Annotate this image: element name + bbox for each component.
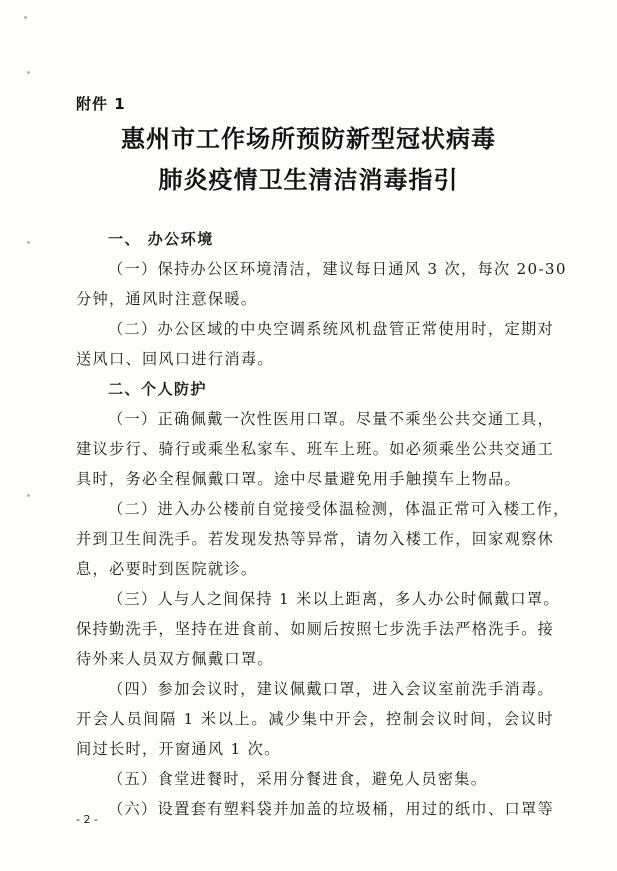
scan-speck: [27, 241, 30, 244]
paragraph-line: （一）正确佩戴一次性医用口罩。尽量不乘坐公共交通工具，: [108, 410, 554, 428]
paragraph-line: （六）设置套有塑料袋并加盖的垃圾桶，用过的纸巾、口罩等: [108, 800, 554, 818]
scan-speck: [27, 494, 30, 497]
paragraph-line: 送风口、回风口进行消毒。: [76, 350, 274, 368]
paragraph-line: （二）进入办公楼前自觉接受体温检测，体温正常可入楼工作，: [108, 500, 570, 518]
paragraph-line: （二）办公区域的中央空调系统风机盘管正常使用时，定期对: [108, 320, 554, 338]
paragraph-line: 具时，务必全程佩戴口罩。途中尽量避免用手触摸车上物品。: [76, 470, 522, 488]
paragraph-line: 待外来人员双方佩戴口罩。: [76, 650, 274, 668]
paragraph-line: 开会人员间隔 1 米以上。减少集中开会，控制会议时间，会议时: [76, 710, 554, 728]
section-heading: 一、 办公环境: [108, 230, 214, 248]
paragraph-line: （三）人与人之间保持 1 米以上距离，多人办公时佩戴口罩。: [108, 590, 560, 608]
section-heading: 二、个人防护: [108, 380, 208, 398]
document-title-line-2: 肺炎疫情卫生清洁消毒指引: [158, 165, 459, 194]
paragraph-line: （一）保持办公区环境清洁，建议每日通风 3 次，每次 20-30: [108, 260, 567, 278]
paragraph-line: 保持勤洗手，坚持在进食前、如厕后按照七步洗手法严格洗手。接: [76, 620, 555, 638]
page-number: - 2 -: [76, 813, 98, 826]
paragraph-line: 建议步行、骑行或乘坐私家车、班车上班。如必须乘坐公共交通工: [76, 440, 555, 458]
document-title-line-1: 惠州市工作场所预防新型冠状病毒: [121, 124, 496, 153]
paragraph-line: 分钟，通风时注意保暖。: [76, 290, 258, 308]
paragraph-line: 间过长时，开窗通风 1 次。: [76, 740, 281, 758]
scan-speck: [24, 16, 27, 19]
paragraph-line: （四）参加会议时，建议佩戴口罩，进入会议室前洗手消毒。: [108, 680, 554, 698]
document-body: [76, 224, 570, 824]
paragraph-line: 息，必要时到医院就诊。: [76, 560, 258, 578]
paragraph-line: （五）食堂进餐时，采用分餐进食，避免人员密集。: [108, 770, 488, 788]
attachment-label: 附件 1: [76, 95, 126, 113]
scan-speck: [27, 71, 30, 74]
paragraph-line: 并到卫生间洗手。若发现发热等异常，请勿入楼工作，回家观察休: [76, 530, 555, 548]
